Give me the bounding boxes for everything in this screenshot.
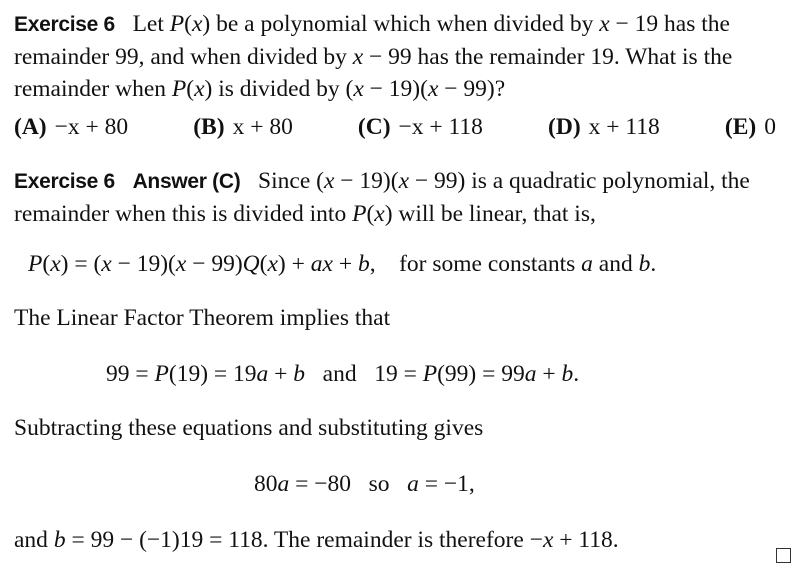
exercise-heading: Exercise 6 bbox=[14, 13, 115, 36]
choice-d: (D) x + 118 bbox=[548, 114, 660, 140]
answer-choices bbox=[14, 111, 776, 143]
theorem-sentence: The Linear Factor Theorem implies that bbox=[14, 305, 391, 331]
answer-heading: Exercise 6 bbox=[14, 170, 115, 193]
choice-e: (E) 0 bbox=[724, 114, 776, 140]
equation-system: 99 = P(19) = 19a + b and 19 = P(99) = 99a + b. bbox=[106, 361, 580, 387]
choice-c: (C) −x + 118 bbox=[357, 114, 483, 140]
exercise-statement: Exercise 6 Let P(x) be a polynomial which when divided by x − 19 has the remainder 99, and when divided by x − 99 has the remainder 19. What is the remainder when P(x) is divided by (x − 19)(x − 99)? bbox=[14, 11, 733, 102]
choice-a: (A) −x + 80 bbox=[14, 114, 129, 140]
subtracting-sentence: Subtracting these equations and substituting gives bbox=[14, 415, 484, 441]
qed-square-icon bbox=[776, 548, 791, 563]
equation-remainder-form: P(x) = (x − 19)(x − 99)Q(x) + ax + b, for some constants a and b. bbox=[28, 251, 657, 277]
document-page bbox=[14, 8, 784, 556]
choice-b: (B) x + 80 bbox=[193, 114, 293, 140]
answer-label: Answer (C) bbox=[132, 170, 241, 193]
conclusion-sentence: and b = 99 − (−1)19 = 118. The remainder is therefore −x + 118. bbox=[14, 527, 619, 553]
answer-intro: Exercise 6 Answer (C) Since (x − 19)(x − 99) is a quadratic polynomial, the remainder when this is divided into P(x) will be linear, that is, bbox=[14, 168, 750, 227]
equation-solve-a: 80a = −80 so a = −1, bbox=[254, 471, 475, 497]
